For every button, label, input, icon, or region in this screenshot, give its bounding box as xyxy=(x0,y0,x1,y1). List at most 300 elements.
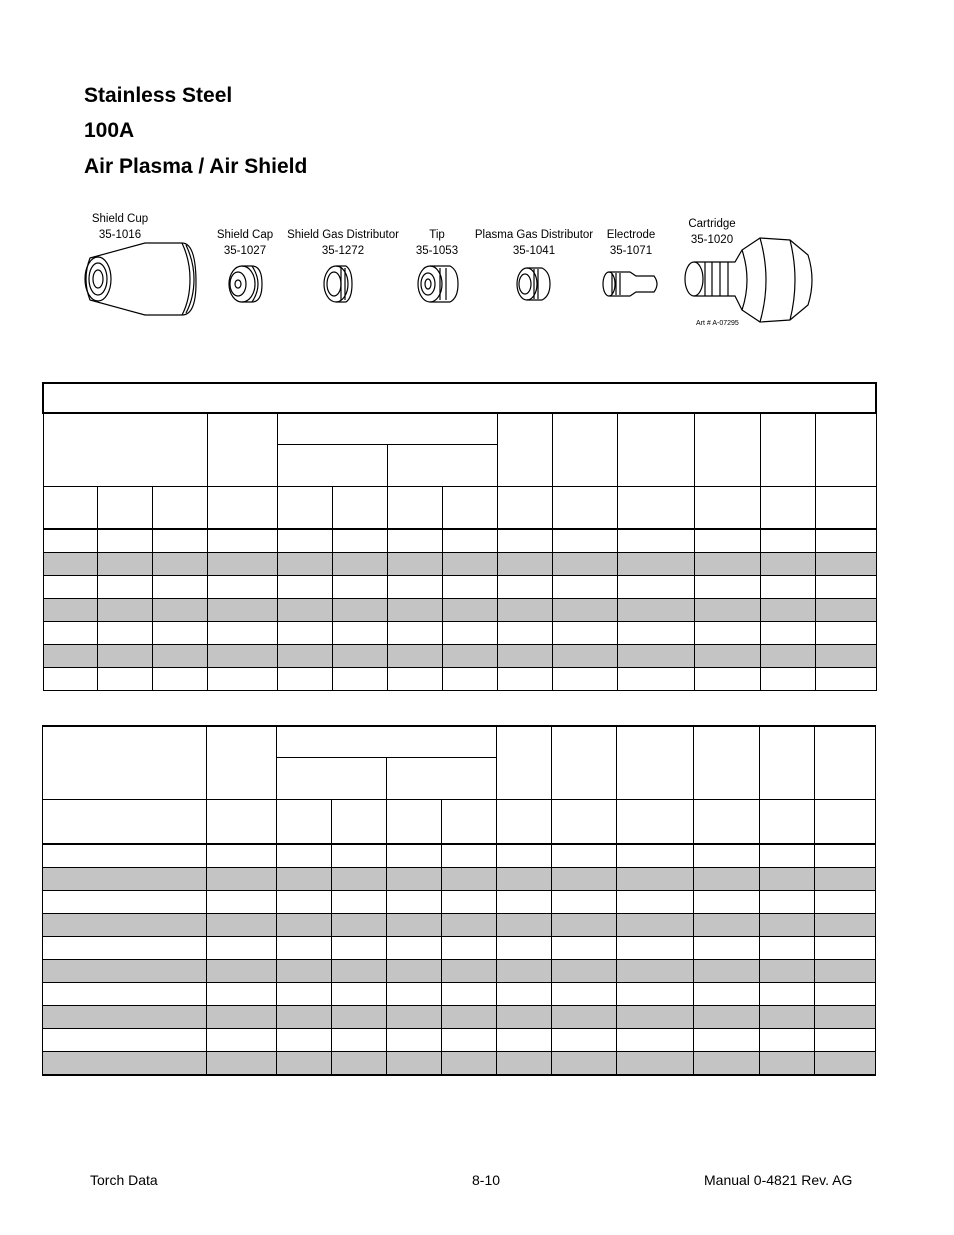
table-row xyxy=(43,937,876,960)
table-cell xyxy=(497,529,552,553)
cut-chart-table-metric xyxy=(42,382,877,691)
table-cell xyxy=(332,868,387,891)
table-cell xyxy=(552,1052,617,1076)
table-cell xyxy=(43,937,207,960)
table-cell xyxy=(442,576,497,599)
table-cell xyxy=(43,553,97,576)
table-cell xyxy=(207,937,277,960)
table-cell xyxy=(332,844,387,868)
table-cell xyxy=(277,1052,332,1076)
part-label-shield-gas-distributor: Shield Gas Distributor 35-1272 xyxy=(287,229,399,257)
electrode-drawing xyxy=(603,272,657,296)
table-row xyxy=(43,891,876,914)
table-header-row xyxy=(43,413,876,445)
table-cell xyxy=(497,413,552,487)
table-cell xyxy=(552,413,617,487)
table-cell xyxy=(442,868,497,891)
table-cell xyxy=(617,668,694,691)
table-cell xyxy=(152,553,207,576)
table-cell xyxy=(617,599,694,622)
page-title-material: Stainless Steel xyxy=(84,84,233,107)
table-cell xyxy=(760,599,815,622)
table-cell xyxy=(617,1006,694,1029)
table-cell xyxy=(332,800,387,845)
table-cell xyxy=(442,844,497,868)
table-cell xyxy=(552,529,617,553)
table-cell xyxy=(442,891,497,914)
shield-cup-drawing xyxy=(85,243,196,315)
table-cell xyxy=(387,1052,442,1076)
table-cell xyxy=(552,1029,617,1052)
table-row xyxy=(43,576,876,599)
footer-section-name: Torch Data xyxy=(90,1172,158,1188)
table-cell xyxy=(43,645,97,668)
table-cell xyxy=(387,800,442,845)
table-cell xyxy=(277,758,387,800)
table-cell xyxy=(497,726,552,800)
table-cell xyxy=(497,1029,552,1052)
table-cell xyxy=(332,622,387,645)
table-cell xyxy=(760,914,815,937)
table-cell xyxy=(97,622,152,645)
table-cell xyxy=(43,983,207,1006)
table-cell xyxy=(277,645,332,668)
table-cell xyxy=(694,800,760,845)
table-cell xyxy=(387,487,442,530)
table-cell xyxy=(694,1006,760,1029)
table-cell xyxy=(387,891,442,914)
table-row xyxy=(43,668,876,691)
table-cell xyxy=(442,1052,497,1076)
table-cell xyxy=(43,726,207,800)
table-cell xyxy=(694,983,760,1006)
table-cell xyxy=(815,622,876,645)
table-cell xyxy=(387,576,442,599)
table-row xyxy=(43,844,876,868)
table-cell xyxy=(332,645,387,668)
table-cell xyxy=(97,487,152,530)
table-cell xyxy=(760,645,815,668)
table-cell xyxy=(815,891,876,914)
table-cell xyxy=(277,914,332,937)
table-cell xyxy=(760,576,815,599)
table-cell xyxy=(97,576,152,599)
table-cell xyxy=(43,1052,207,1076)
table-row xyxy=(43,868,876,891)
table-cell xyxy=(207,1052,277,1076)
table-cell xyxy=(442,668,497,691)
table-cell xyxy=(152,529,207,553)
table-cell xyxy=(43,914,207,937)
table-cell xyxy=(497,1006,552,1029)
table-cell xyxy=(332,960,387,983)
table-cell xyxy=(43,529,97,553)
table-cell xyxy=(207,645,277,668)
table-cell xyxy=(277,937,332,960)
table-cell xyxy=(497,891,552,914)
table-cell xyxy=(152,599,207,622)
table-cell xyxy=(332,487,387,530)
table-cell xyxy=(815,1006,876,1029)
table-cell xyxy=(387,668,442,691)
table-cell xyxy=(760,487,815,530)
part-label-shield-cup: Shield Cup 35-1016 xyxy=(91,213,149,241)
table-cell xyxy=(277,599,332,622)
table-cell xyxy=(442,1029,497,1052)
plasma-gas-distributor-drawing xyxy=(517,268,550,300)
table-row xyxy=(43,645,876,668)
table-cell xyxy=(815,937,876,960)
table-cell xyxy=(552,914,617,937)
table-cell xyxy=(760,937,815,960)
table-cell xyxy=(694,599,760,622)
table-cell xyxy=(97,668,152,691)
table-cell xyxy=(277,487,332,530)
table-cell xyxy=(207,891,277,914)
table-cell xyxy=(277,445,387,487)
table-cell xyxy=(43,960,207,983)
table-cell xyxy=(815,960,876,983)
cut-chart-table-imperial xyxy=(42,725,876,1076)
table-cell xyxy=(442,983,497,1006)
tip-drawing xyxy=(418,266,458,302)
table-cell xyxy=(442,937,497,960)
table-cell xyxy=(552,668,617,691)
table-cell xyxy=(552,868,617,891)
table-cell xyxy=(442,599,497,622)
table-cell xyxy=(277,529,332,553)
table-cell xyxy=(617,800,694,845)
table-cell xyxy=(332,914,387,937)
table-cell xyxy=(387,758,497,800)
table-cell xyxy=(207,413,277,487)
table-cell xyxy=(617,487,694,530)
table-cell xyxy=(497,553,552,576)
table-cell xyxy=(152,645,207,668)
table-cell xyxy=(332,1006,387,1029)
table-cell xyxy=(152,668,207,691)
table-cell xyxy=(387,622,442,645)
table-cell xyxy=(332,983,387,1006)
table-cell xyxy=(332,937,387,960)
table-cell xyxy=(617,1052,694,1076)
table-cell xyxy=(552,726,617,800)
table-row xyxy=(43,1029,876,1052)
table-cell xyxy=(552,576,617,599)
table-cell xyxy=(207,487,277,530)
table-cell xyxy=(760,622,815,645)
table-cell xyxy=(617,844,694,868)
table-cell xyxy=(387,983,442,1006)
table-cell xyxy=(617,645,694,668)
page-title-gases: Air Plasma / Air Shield xyxy=(84,155,308,178)
table-cell xyxy=(497,844,552,868)
table-cell xyxy=(617,726,694,800)
table-cell xyxy=(694,960,760,983)
table-units-row xyxy=(43,800,876,845)
table-cell xyxy=(387,937,442,960)
table-cell xyxy=(332,668,387,691)
table-cell xyxy=(815,1052,876,1076)
table-cell xyxy=(43,891,207,914)
table-cell xyxy=(442,622,497,645)
table-cell xyxy=(694,668,760,691)
art-reference: Art # A-07295 xyxy=(696,320,739,327)
table-cell xyxy=(497,645,552,668)
table-cell xyxy=(815,914,876,937)
table-cell xyxy=(815,529,876,553)
table-cell xyxy=(43,1029,207,1052)
table-cell xyxy=(760,1029,815,1052)
table-cell xyxy=(207,622,277,645)
table-cell xyxy=(815,645,876,668)
table-cell xyxy=(152,487,207,530)
table-cell xyxy=(552,553,617,576)
table-cell xyxy=(387,844,442,868)
cartridge-drawing xyxy=(685,238,812,322)
table-cell xyxy=(207,599,277,622)
table-cell xyxy=(277,868,332,891)
consumable-parts-illustration xyxy=(0,0,954,360)
table-cell xyxy=(207,983,277,1006)
table-cell xyxy=(442,914,497,937)
table-cell xyxy=(332,529,387,553)
table-cell xyxy=(277,622,332,645)
table-cell xyxy=(760,960,815,983)
table-cell xyxy=(497,868,552,891)
table-cell xyxy=(387,645,442,668)
table-cell xyxy=(497,1052,552,1076)
table-cell xyxy=(760,800,815,845)
table-cell xyxy=(694,413,760,487)
table-cell xyxy=(332,553,387,576)
table-cell xyxy=(43,668,97,691)
table-cell xyxy=(442,487,497,530)
table-cell xyxy=(617,983,694,1006)
table-cell xyxy=(387,914,442,937)
table-cell xyxy=(207,1006,277,1029)
table-cell xyxy=(332,599,387,622)
table-cell xyxy=(497,937,552,960)
table-cell xyxy=(43,576,97,599)
table-cell xyxy=(387,599,442,622)
table-cell xyxy=(815,553,876,576)
table-cell xyxy=(815,800,876,845)
table-row xyxy=(43,914,876,937)
table-cell xyxy=(152,622,207,645)
table-cell xyxy=(207,960,277,983)
table-cell xyxy=(97,529,152,553)
table-cell xyxy=(815,844,876,868)
table-cell xyxy=(207,726,277,800)
table-cell xyxy=(815,599,876,622)
table-cell xyxy=(815,413,876,487)
table-cell xyxy=(815,726,876,800)
table-cell xyxy=(207,914,277,937)
table-cell xyxy=(442,553,497,576)
table-cell xyxy=(277,413,497,445)
table-cell xyxy=(815,868,876,891)
shield-gas-distributor-drawing xyxy=(324,266,352,302)
table-cell xyxy=(387,1029,442,1052)
table-cell xyxy=(43,844,207,868)
table-cell xyxy=(617,529,694,553)
table-cell xyxy=(332,891,387,914)
table-cell xyxy=(760,553,815,576)
table-cell xyxy=(497,960,552,983)
table-cell xyxy=(617,891,694,914)
table-cell xyxy=(442,529,497,553)
table-row xyxy=(43,1006,876,1029)
table-cell xyxy=(694,645,760,668)
page-title-current: 100A xyxy=(84,119,135,142)
table-cell xyxy=(387,529,442,553)
table-cell xyxy=(617,622,694,645)
table-cell xyxy=(277,800,332,845)
table-cell xyxy=(277,1029,332,1052)
part-label-tip: Tip 35-1053 xyxy=(415,229,459,257)
table-row xyxy=(43,983,876,1006)
table-cell xyxy=(43,383,876,413)
table-title-row xyxy=(43,383,876,413)
table-cell xyxy=(760,844,815,868)
table-cell xyxy=(277,668,332,691)
table-cell xyxy=(552,645,617,668)
table-cell xyxy=(552,800,617,845)
table-cell xyxy=(497,668,552,691)
table-cell xyxy=(694,576,760,599)
footer-manual-reference: Manual 0-4821 Rev. AG xyxy=(704,1172,853,1188)
table-cell xyxy=(552,891,617,914)
table-cell xyxy=(97,599,152,622)
table-header-row xyxy=(43,726,876,758)
table-cell xyxy=(497,487,552,530)
part-label-cartridge: Cartridge 35-1020 xyxy=(688,218,736,246)
table-cell xyxy=(694,622,760,645)
table-cell xyxy=(617,413,694,487)
table-cell xyxy=(277,1006,332,1029)
table-cell xyxy=(332,1029,387,1052)
table-cell xyxy=(760,413,815,487)
table-row xyxy=(43,529,876,553)
table-cell xyxy=(497,622,552,645)
table-cell xyxy=(617,914,694,937)
table-cell xyxy=(43,413,207,487)
table-cell xyxy=(694,891,760,914)
table-cell xyxy=(442,645,497,668)
table-cell xyxy=(277,726,497,758)
table-cell xyxy=(694,1052,760,1076)
table-cell xyxy=(760,983,815,1006)
table-cell xyxy=(694,529,760,553)
table-cell xyxy=(694,914,760,937)
table-cell xyxy=(442,1006,497,1029)
table-cell xyxy=(387,1006,442,1029)
table-cell xyxy=(387,553,442,576)
table-row xyxy=(43,1052,876,1076)
table-cell xyxy=(207,1029,277,1052)
table-cell xyxy=(207,553,277,576)
table-cell xyxy=(43,1006,207,1029)
table-cell xyxy=(617,553,694,576)
table-cell xyxy=(552,844,617,868)
table-cell xyxy=(815,983,876,1006)
table-cell xyxy=(497,983,552,1006)
table-cell xyxy=(277,960,332,983)
table-cell xyxy=(694,1029,760,1052)
table-cell xyxy=(815,576,876,599)
table-cell xyxy=(43,622,97,645)
table-cell xyxy=(152,576,207,599)
table-cell xyxy=(43,599,97,622)
table-cell xyxy=(694,553,760,576)
table-cell xyxy=(815,1029,876,1052)
table-cell xyxy=(694,726,760,800)
table-cell xyxy=(760,868,815,891)
table-cell xyxy=(207,576,277,599)
table-cell xyxy=(694,868,760,891)
table-cell xyxy=(497,576,552,599)
table-cell xyxy=(43,800,207,845)
table-row xyxy=(43,553,876,576)
table-cell xyxy=(552,622,617,645)
table-cell xyxy=(387,445,497,487)
table-cell xyxy=(552,599,617,622)
table-cell xyxy=(207,844,277,868)
table-cell xyxy=(277,983,332,1006)
table-cell xyxy=(277,553,332,576)
table-cell xyxy=(760,1052,815,1076)
table-cell xyxy=(97,645,152,668)
table-cell xyxy=(442,960,497,983)
table-cell xyxy=(617,868,694,891)
table-cell xyxy=(277,844,332,868)
table-cell xyxy=(760,891,815,914)
table-cell xyxy=(694,487,760,530)
table-units-row xyxy=(43,487,876,530)
table-cell xyxy=(497,914,552,937)
table-cell xyxy=(760,726,815,800)
part-label-plasma-gas-distributor: Plasma Gas Distributor 35-1041 xyxy=(474,229,594,257)
part-label-shield-cap: Shield Cap 35-1027 xyxy=(216,229,274,257)
table-cell xyxy=(552,937,617,960)
table-cell xyxy=(387,960,442,983)
table-cell xyxy=(815,668,876,691)
table-cell xyxy=(815,487,876,530)
table-cell xyxy=(694,844,760,868)
table-cell xyxy=(43,487,97,530)
table-row xyxy=(43,960,876,983)
table-cell xyxy=(760,1006,815,1029)
table-cell xyxy=(617,576,694,599)
table-cell xyxy=(497,599,552,622)
table-cell xyxy=(277,576,332,599)
shield-cap-drawing xyxy=(229,266,262,302)
table-cell xyxy=(760,668,815,691)
part-label-electrode: Electrode 35-1071 xyxy=(606,229,656,257)
table-cell xyxy=(207,668,277,691)
table-cell xyxy=(617,1029,694,1052)
table-cell xyxy=(207,529,277,553)
table-row xyxy=(43,622,876,645)
footer-page-number: 8-10 xyxy=(472,1172,501,1188)
table-cell xyxy=(552,1006,617,1029)
table-cell xyxy=(387,868,442,891)
table-cell xyxy=(552,983,617,1006)
table-cell xyxy=(442,800,497,845)
table-cell xyxy=(277,891,332,914)
table-cell xyxy=(207,800,277,845)
